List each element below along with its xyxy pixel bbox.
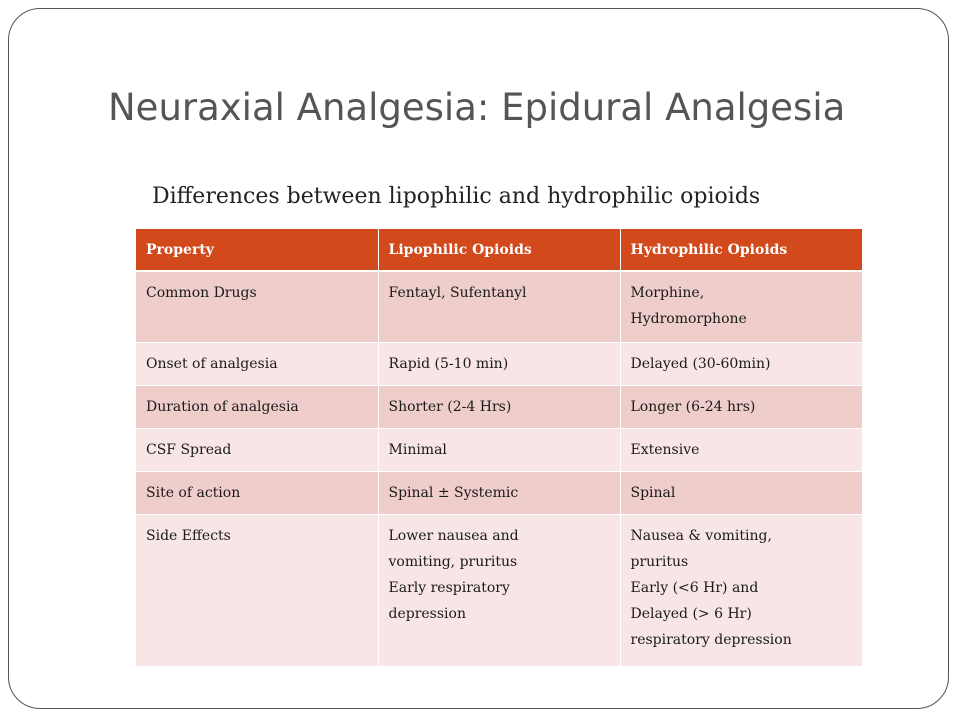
cell-line: Delayed (30-60min)	[630, 356, 771, 372]
cell-line: pruritus	[630, 554, 689, 570]
cell-line: Spinal	[630, 485, 676, 501]
cell-line: Hydromorphone	[630, 311, 747, 327]
opioid-comparison-table	[136, 229, 862, 666]
cell-line: Lower nausea and	[388, 528, 519, 544]
table-row	[136, 472, 862, 515]
header-property: Property	[136, 229, 378, 271]
cell-lipophilic	[378, 386, 620, 429]
cell-lipophilic	[378, 271, 620, 343]
cell-lipophilic	[378, 472, 620, 515]
cell-property: Onset of analgesia	[136, 343, 378, 386]
cell-line: Rapid (5-10 min)	[388, 356, 509, 372]
cell-line: Longer (6-24 hrs)	[630, 399, 756, 415]
cell-property: Site of action	[136, 472, 378, 515]
cell-hydrophilic	[620, 429, 862, 472]
cell-line: Fentayl, Sufentanyl	[388, 285, 527, 301]
table-header-row	[136, 229, 862, 271]
cell-hydrophilic	[620, 472, 862, 515]
cell-line: depression	[388, 606, 466, 622]
cell-property: Duration of analgesia	[136, 386, 378, 429]
cell-line: Early (<6 Hr) and	[630, 580, 759, 596]
cell-lipophilic	[378, 343, 620, 386]
cell-line: Early respiratory	[388, 580, 510, 596]
cell-line: Nausea & vomiting,	[630, 528, 772, 544]
cell-lipophilic	[378, 429, 620, 472]
cell-line: Shorter (2-4 Hrs)	[388, 399, 512, 415]
table-row	[136, 271, 862, 343]
cell-line: respiratory depression	[630, 632, 792, 648]
cell-hydrophilic	[620, 386, 862, 429]
cell-property: Common Drugs	[136, 271, 378, 343]
table-row	[136, 429, 862, 472]
slide-subtitle: Differences between lipophilic and hydrophilic opioids	[152, 184, 761, 209]
cell-line: Minimal	[388, 442, 447, 458]
table-row	[136, 386, 862, 429]
header-lipophilic: Lipophilic Opioids	[378, 229, 620, 271]
cell-line: Morphine,	[630, 285, 705, 301]
cell-line: Spinal ± Systemic	[388, 485, 519, 501]
cell-hydrophilic	[620, 271, 862, 343]
table-row	[136, 515, 862, 667]
cell-line: Extensive	[630, 442, 700, 458]
cell-hydrophilic	[620, 515, 862, 667]
cell-lipophilic	[378, 515, 620, 667]
slide-title: Neuraxial Analgesia: Epidural Analgesia	[108, 86, 846, 129]
header-hydrophilic: Hydrophilic Opioids	[620, 229, 862, 271]
table-row	[136, 343, 862, 386]
cell-hydrophilic	[620, 343, 862, 386]
cell-line: vomiting, pruritus	[388, 554, 518, 570]
cell-line: Delayed (> 6 Hr)	[630, 606, 752, 622]
cell-property: Side Effects	[136, 515, 378, 667]
cell-property: CSF Spread	[136, 429, 378, 472]
